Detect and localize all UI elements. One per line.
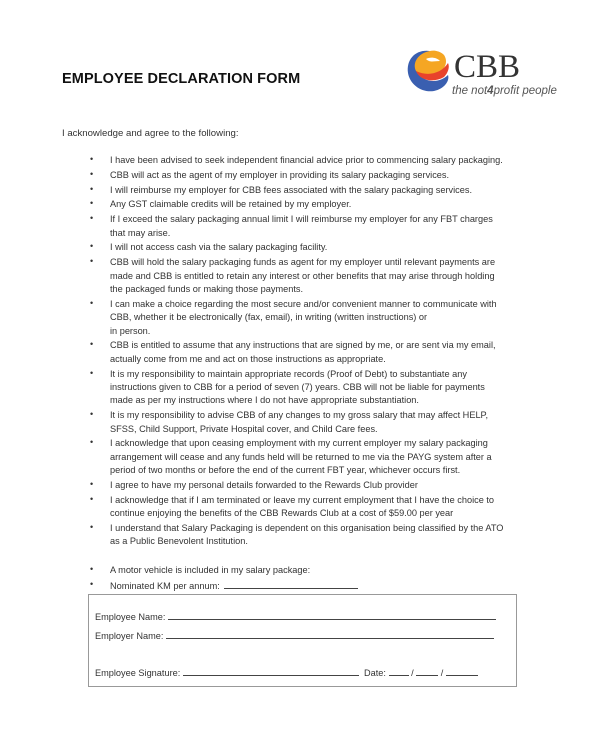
list-item-text: made and CBB is entitled to retain any interest or other benefits that may arise through holding xyxy=(110,270,495,281)
list-item-text: period of two months or before the end of the current FBT year, whichever occurs first. xyxy=(110,465,461,476)
bullet-icon: • xyxy=(90,183,94,194)
list-item-text: I understand that Salary Packaging is dependent on this organisation being classified by the ATO xyxy=(110,523,504,534)
bullet-icon: • xyxy=(90,564,94,575)
list-item xyxy=(90,241,540,254)
list-item-text: as a Public Benevolent Institution. xyxy=(110,536,248,547)
declaration-list xyxy=(90,154,540,595)
logo-tagline: the not4profit people xyxy=(452,85,557,97)
list-item-text: made as per my instructions where I do not have appropriate substantiation. xyxy=(110,395,419,406)
bullet-icon: • xyxy=(90,437,94,448)
list-item-text: Any GST claimable credits will be retained by my employer. xyxy=(110,199,352,210)
list-item xyxy=(90,339,540,366)
list-item xyxy=(90,494,540,521)
intro-text: I acknowledge and agree to the following: xyxy=(62,128,239,139)
list-item-text: continue enjoying the benefits of the CBB Rewards Club at a cost of $59.00 per year xyxy=(110,508,454,519)
list-item-text: actually come from me and act on those instructions as appropriate. xyxy=(110,353,386,364)
bullet-icon: • xyxy=(90,241,94,252)
bullet-icon: • xyxy=(90,493,94,504)
list-item xyxy=(90,479,540,492)
date-separator: / xyxy=(411,668,414,678)
list-item-text: SFSS, Child Support, Private Hospital cover, and Child Care fees. xyxy=(110,423,378,434)
bullet-icon: • xyxy=(90,213,94,224)
logo-swirl-icon xyxy=(404,47,452,97)
list-item-text: I acknowledge that upon ceasing employment with my current employer my salary packaging xyxy=(110,438,488,449)
list-item-text: I will reimburse my employer for CBB fees associated with the salary packaging services. xyxy=(110,184,473,195)
list-item xyxy=(90,564,540,577)
employee-name-field[interactable] xyxy=(168,610,496,620)
list-item xyxy=(90,522,540,549)
list-item-text: I will not access cash via the salary packaging facility. xyxy=(110,242,328,253)
list-item xyxy=(90,213,540,240)
employer-name-row xyxy=(95,629,494,641)
list-item-text: If I exceed the salary packaging annual limit I will reimburse my employer for any FBT charges xyxy=(110,214,493,225)
employee-name-label: Employee Name: xyxy=(95,612,166,622)
list-item-text: I can make a choice regarding the most secure and/or convenient manner to communicate with xyxy=(110,298,497,309)
list-item-text: arrangement will cease and any funds held will be returned to me via the PAYG system after a xyxy=(110,451,492,462)
list-item-text: It is my responsibility to maintain appropriate records (Proof of Debt) to substantiate any xyxy=(110,368,467,379)
bullet-icon: • xyxy=(90,579,94,590)
employee-name-row xyxy=(95,610,496,622)
list-item xyxy=(90,256,540,296)
logo-name: CBB xyxy=(454,49,521,85)
signature-row xyxy=(95,666,478,678)
list-item-text: CBB will act as the agent of my employer in providing its salary packaging services. xyxy=(110,169,450,180)
signature-field[interactable] xyxy=(183,666,359,676)
bullet-icon: • xyxy=(90,198,94,209)
list-item xyxy=(90,409,540,436)
list-item-text: in person. xyxy=(110,325,151,336)
signature-label: Employee Signature: xyxy=(95,668,181,678)
cbb-logo xyxy=(404,45,579,105)
list-item-text: I agree to have my personal details forwarded to the Rewards Club provider xyxy=(110,480,418,491)
page-title: EMPLOYEE DECLARATION FORM xyxy=(62,71,301,87)
employer-name-field[interactable] xyxy=(166,629,494,639)
list-item xyxy=(90,437,540,477)
list-item xyxy=(90,579,540,593)
list-item-text: the packaged funds or making those payments. xyxy=(110,284,304,294)
date-year-field[interactable] xyxy=(446,666,478,676)
date-day-field[interactable] xyxy=(389,666,409,676)
employer-name-label: Employer Name: xyxy=(95,631,164,641)
bullet-icon: • xyxy=(90,479,94,490)
list-item-text: I have been advised to seek independent financial advice prior to commencing salary packaging. xyxy=(110,155,503,165)
list-item xyxy=(90,298,540,338)
list-item xyxy=(90,184,540,197)
list-item-text: A motor vehicle is included in my salary package: xyxy=(110,565,311,576)
date-month-field[interactable] xyxy=(416,666,438,676)
list-item-text: It is my responsibility to advise CBB of any changes to my gross salary that may affect HELP, xyxy=(110,410,489,421)
list-item-text: CBB, whether it be electronically (fax, email), in writing (written instructions) or xyxy=(110,312,428,323)
bullet-icon: • xyxy=(90,409,94,420)
list-item-text: CBB is entitled to assume that any instructions that are signed by me, or are sent via my email, xyxy=(110,340,496,351)
bullet-icon: • xyxy=(90,168,94,179)
bullet-icon: • xyxy=(90,522,94,533)
list-item xyxy=(90,368,540,408)
date-separator: / xyxy=(440,668,444,678)
bullet-icon: • xyxy=(90,154,94,164)
list-item xyxy=(90,198,540,211)
list-item-text: CBB will hold the salary packaging funds as agent for my employer until relevant payments are xyxy=(110,257,496,268)
list-item xyxy=(90,169,540,182)
list-item-text: that may arise. xyxy=(110,227,171,238)
bullet-icon: • xyxy=(90,339,94,350)
list-item-text: instructions given to CBB for a period of seven (7) years. CBB will not be liable for payments xyxy=(110,382,485,393)
km-field[interactable] xyxy=(224,579,358,589)
bullet-icon: • xyxy=(90,367,94,378)
bullet-icon: • xyxy=(90,297,94,308)
list-item xyxy=(90,154,540,167)
signature-box xyxy=(88,594,517,687)
date-label: Date: xyxy=(363,668,386,678)
bullet-icon: • xyxy=(90,256,94,267)
spacer xyxy=(90,550,540,564)
list-item-text: Nominated KM per annum: xyxy=(110,581,220,592)
list-item-text: I acknowledge that if I am terminated or leave my current employment that I have the choice to xyxy=(110,494,495,505)
